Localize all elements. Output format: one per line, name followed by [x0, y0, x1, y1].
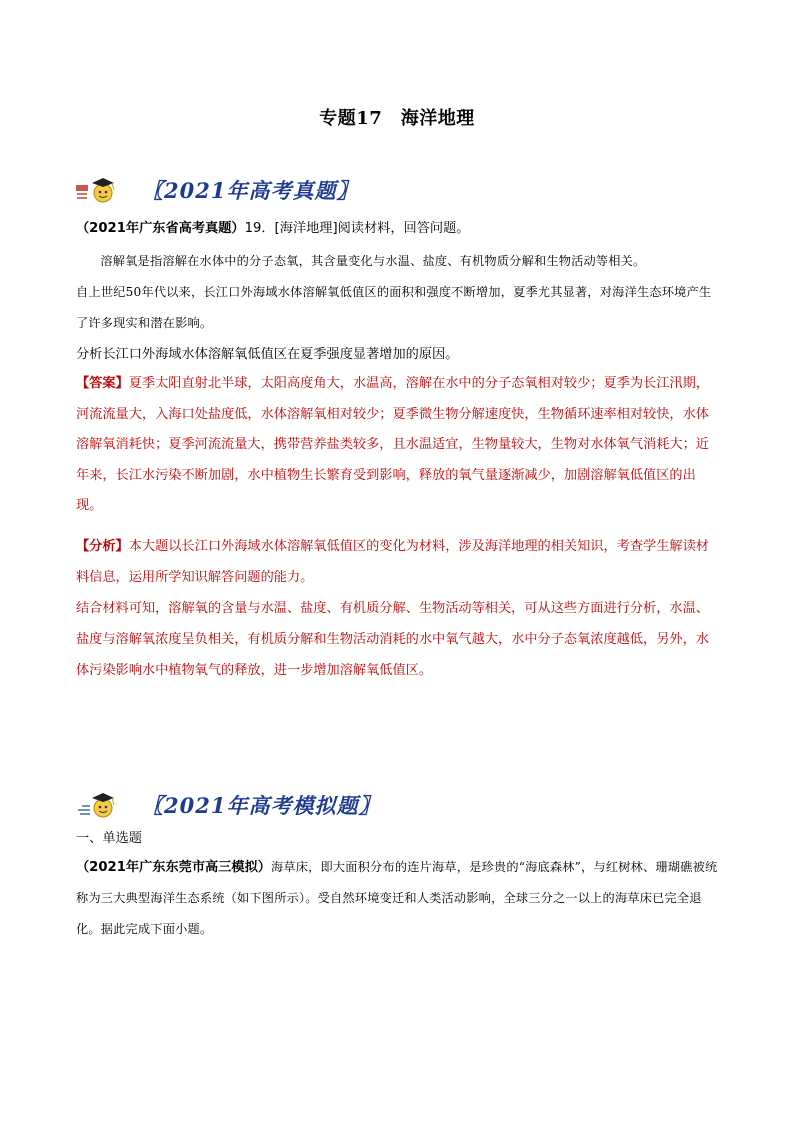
section-heading-mock: 〖2021年高考模拟题〗 [142, 793, 381, 818]
answer-text: 夏季太阳直射北半球，太阳高度角大，水温高，溶解在水中的分子态氧相对较少；夏季为长江汛期，河流流量大，入海口处盐度低，水体溶解氧相对较少；夏季微生物分解速度快，生物循环速率相对较快，水体溶解氧消耗快；夏季河流流量大，携带营养盐类较多，且水温适宜，生物量较大，生物对水体氧气消耗大；近年来，长江水污染不断加剧，水中植物生长繁育受到影响，释放的氧气量逐渐减少，加剧溶解氧低值区的出现。 [76, 376, 709, 513]
material-block [76, 246, 718, 339]
answer-block [76, 369, 718, 522]
answer-label: 【答案】 [76, 376, 129, 391]
graduation-mascot-icon [76, 790, 120, 820]
mock-material-block [76, 852, 718, 945]
question-source: （2021年广东省高考真题） [76, 221, 245, 236]
analysis-text: 本大题以长江口外海域水体溶解氧低值区的变化为材料，涉及海洋地理的相关知识，考查学生解读材料信息，运用所学知识解答问题的能力。 [76, 539, 709, 585]
page-title: 专题17 海洋地理 [319, 108, 475, 129]
question-text: 分析长江口外海域水体溶解氧低值区在夏季强度显著增加的原因。 [76, 347, 459, 362]
question-intro: 19．[海洋地理]阅读材料，回答问题。 [244, 221, 470, 236]
mock-material: 海草床，即大面积分布的连片海草，是珍贵的“海底森林”，与红树林、珊瑚礁被统称为三大典型海洋生态系统（如下图所示）。受自然环境变迁和人类活动影响，全球三分之一以上的海草床已完全退化。据此完成下面小题。 [76, 860, 718, 936]
material-paragraph-1: 溶解氧是指溶解在水体中的分子态氧，其含量变化与水温、盐度、有机物质分解和生物活动等相关。 [100, 254, 646, 268]
material-paragraph-2: 自上世纪50年代以来，长江口外海域水体溶解氧低值区的面积和强度不断增加，夏季尤其显著，对海洋生态环境产生了许多现实和潜在影响。 [76, 285, 712, 330]
analysis-text-2: 结合材料可知，溶解氧的含量与水温、盐度、有机质分解、生物活动等相关，可从这些方面进行分析，水温、盐度与溶解氧浓度呈负相关，有机质分解和生物活动消耗的水中氧气越大，水中分子态氧浓度越低，另外，水体污染影响水中植物氧气的释放，进一步增加溶解氧低值区。 [76, 601, 709, 678]
graduation-mascot-icon [76, 175, 120, 205]
analysis-block [76, 531, 718, 686]
mock-source: （2021年广东东莞市高三模拟） [76, 860, 271, 875]
analysis-label: 【分析】 [76, 539, 129, 554]
section-header-mock [76, 785, 380, 825]
section-header-real [76, 170, 358, 210]
mock-subheading: 一、单选题 [76, 831, 142, 846]
question-intro-line [76, 216, 718, 241]
section-heading-real: 〖2021年高考真题〗 [142, 178, 359, 203]
